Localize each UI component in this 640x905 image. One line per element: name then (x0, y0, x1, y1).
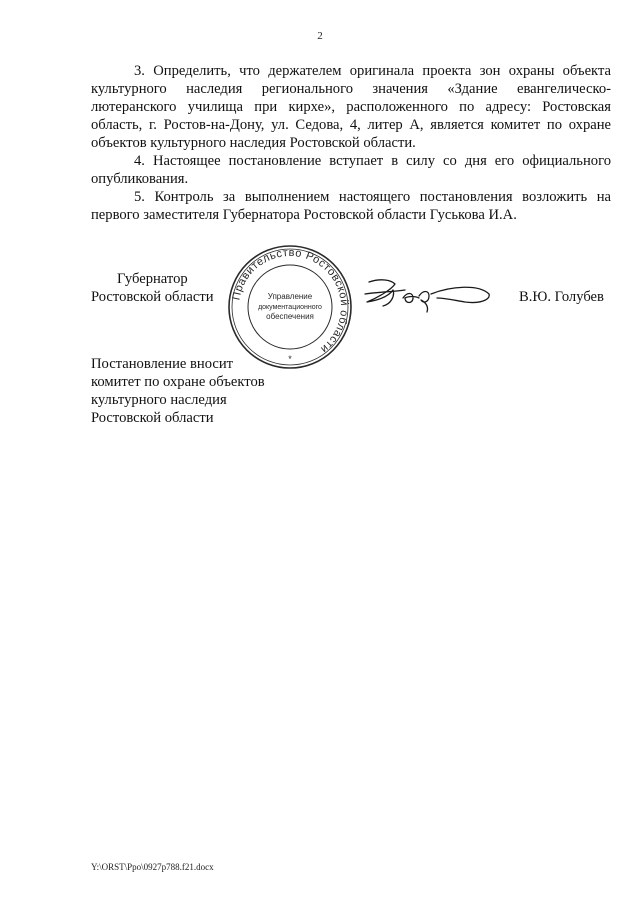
signer-position-line2: Ростовской области (91, 289, 214, 305)
seal-star-icon: * (288, 354, 292, 364)
seal-outer-text: Правительство Ростовской области (230, 246, 351, 356)
seal-inner-line1: Управление (267, 292, 313, 301)
note-line: Ростовской области (91, 410, 214, 426)
note-line: культурного наследия (91, 392, 227, 408)
official-seal-stamp (226, 243, 354, 371)
submission-note (91, 355, 311, 427)
file-path-footer: Y:\ORST\Ppo\0927p788.f21.docx (91, 862, 214, 872)
signer-name: В.Ю. Голубев (519, 289, 604, 305)
signer-position (91, 270, 221, 306)
page-number: 2 (317, 30, 323, 42)
seal-inner-line3: обеспечения (266, 312, 314, 321)
paragraph-4: 4. Настоящее постановление вступает в силу со дня его официального опубликования. (91, 153, 611, 187)
note-line: комитет по охране объектов (91, 374, 265, 390)
seal-inner-line2: документационного (258, 304, 322, 311)
resolution-body (91, 62, 611, 224)
paragraph-3: 3. Определить, что держателем оригинала проекта зон охраны объекта культурного наследия регионального значения «Здание евангелическо-лютеранского училища при кирхе», расположенного по адресу: Ростовская область, г. Ростов-на-Дону, ул. Седова, 4, литер А, является комитет по охране объектов культурного наследия Ростовской области. (91, 63, 611, 151)
note-line: Постановление вносит (91, 356, 234, 372)
handwritten-signature (361, 272, 496, 314)
signer-position-line1: Губернатор (117, 271, 188, 287)
paragraph-5: 5. Контроль за выполнением настоящего постановления возложить на первого заместителя Губернатора Ростовской области Гуськова И.А. (91, 189, 611, 223)
